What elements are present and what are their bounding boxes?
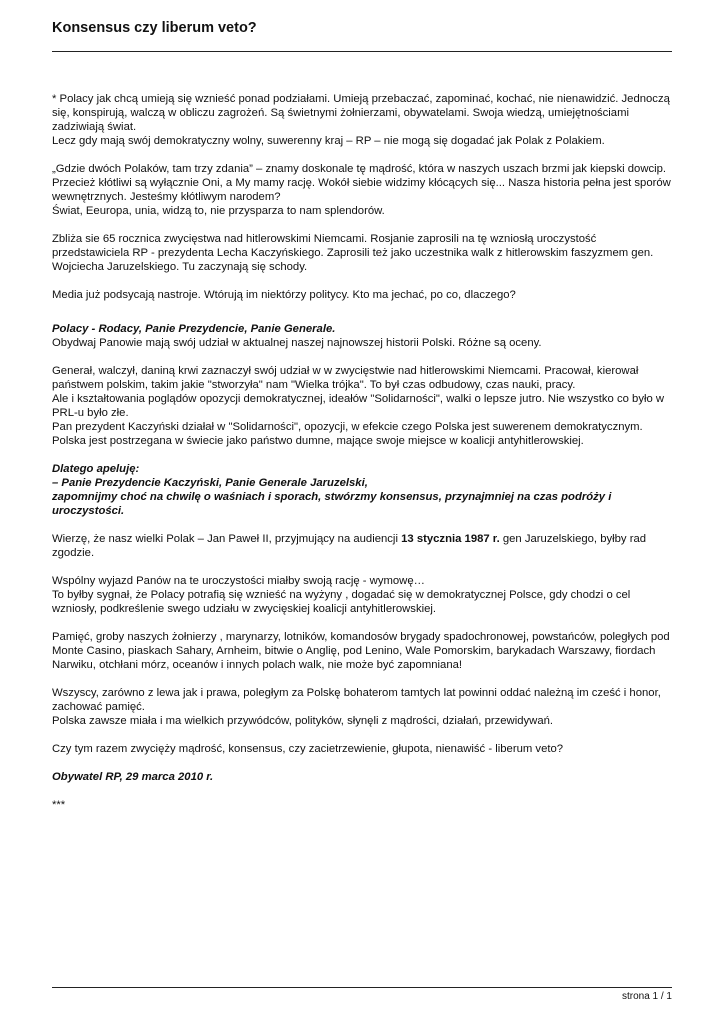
document-title: Konsensus czy liberum veto? bbox=[52, 20, 257, 36]
paragraph-question: Czy tym razem zwycięży mądrość, konsensus, czy zacietrzewienie, głupota, nienawiść - liberum veto? bbox=[52, 743, 564, 755]
history-line-2: Ale i kształtowania poglądów opozycji demokratycznej, ideałów "Solidarności", walki o lepsze jutro. Nie wszystko co było w PRL-u było złe. bbox=[52, 393, 665, 419]
joint-trip-line-1: Wspólny wyjazd Panów na te uroczystości miałby swoją rację - wymowę… bbox=[52, 575, 425, 587]
paragraph-history bbox=[52, 364, 672, 448]
footer-divider bbox=[52, 987, 672, 988]
honor-line-2: Polska zawsze miała i ma wielkich przywódców, polityków, słynęli z mądrości, działań, przewidywań. bbox=[52, 715, 554, 727]
appeal-line-3: zapomnijmy choć na chwilę o waśniach i sporach, stwórzmy konsensus, przynajmniej na czas podróży i uroczystości. bbox=[52, 491, 612, 517]
header-divider bbox=[52, 51, 672, 52]
pope-text-after: gen Jaruzelskiego, byłby rad zgodzie. bbox=[52, 533, 647, 559]
paragraph-memory: Pamięć, groby naszych żołnierzy , marynarzy, lotników, komandosów brygady spadochronowej, powstańców, poległych pod Monte Casino, piaskach Sahary, Arnheim, bitwie o Anglię, pod Lenino, Wale Pomorskim, barykadach Warszawy, fiordach Narwiku, otchłani mórz, oceanów i innych polach walk, nie może być zapomniana! bbox=[52, 631, 670, 671]
signature: Obywatel RP, 29 marca 2010 r. bbox=[52, 771, 214, 783]
intro-line-2: Lecz gdy mają swój demokratyczny wolny, suwerenny kraj – RP – nie mogą się dogadać jak Polak z Polakiem. bbox=[52, 135, 605, 147]
intro-line-1: * Polacy jak chcą umieją się wznieść ponad podziałami. Umieją przebaczać, zapominać, kochać, nie nienawidzić. Jednoczą się, konspirują, walczą w obliczu zagrożeń. Są świetnymi żołnierzami, obywatelami. Swoja wiedzą, umiejętnościami zadziwiają świat. bbox=[52, 93, 670, 133]
page-number: strona 1 / 1 bbox=[621, 991, 672, 1002]
paragraph-anniversary: Zbliża sie 65 rocznica zwycięstwa nad hitlerowskimi Niemcami. Rosjanie zaprosili na tę wzniosłą uroczystość przedstawiciela RP - prezydenta Lecha Kaczyńskiego. Zaprosili też jako uczestnika walk z hitlerowskim faszyzmem gen. Wojciecha Jaruzelskiego. Tu zaczynają się schody. bbox=[52, 233, 654, 273]
history-line-1: Generał, walczył, daniną krwi zaznaczył swój udział w w zwycięstwie nad hitlerowskimi Niemcami. Pracował, kierował państwem polskim, takim jakie "stworzyła" nam "Wielka trójka". To był czas odbudowy, czas nauki, pracy. bbox=[52, 365, 639, 391]
address-heading: Polacy - Rodacy, Panie Prezydencie, Panie Generale. bbox=[52, 323, 336, 335]
appeal-line-2: – Panie Prezydencie Kaczyński, Panie Generale Jaruzelski, bbox=[52, 477, 368, 489]
paragraph-appeal bbox=[52, 462, 672, 518]
paragraph-pope bbox=[52, 532, 672, 560]
address-line: Obydwaj Panowie mają swój udział w aktualnej naszej najnowszej historii Polski. Różne są oceny. bbox=[52, 337, 542, 349]
paragraph-address bbox=[52, 322, 672, 350]
paragraph-media: Media już podsycają nastroje. Wtórują im niektórzy politycy. Kto ma jechać, po co, dlaczego? bbox=[52, 289, 516, 301]
pope-text-before: Wierzę, że nasz wielki Polak – Jan Paweł II, przyjmujący na audiencji bbox=[52, 533, 402, 545]
paragraph-intro bbox=[52, 92, 672, 148]
joint-trip-line-2: To byłby sygnał, że Polacy potrafią się wznieść na wyżyny , dogadać się w demokratycznej Polsce, gdy chodzi o cel wzniosły, podkreślenie swego udziału w zwycięskiej koalicji antyhitlerowskiej. bbox=[52, 589, 631, 615]
honor-line-1: Wszyscy, zarówno z lewa jak i prawa, poległym za Polskę bohaterom tamtych lat powinni oddać należną im cześć i honor, zachować pamięć. bbox=[52, 687, 661, 713]
proverb-line-2: Świat, Eeuropa, unia, widzą to, nie przysparza to nam splendorów. bbox=[52, 205, 385, 217]
appeal-line-1: Dlatego apeluję: bbox=[52, 463, 140, 475]
proverb-line-1: „Gdzie dwóch Polaków, tam trzy zdania” – znamy doskonale tę mądrość, która w naszych uszach brzmi jak kiepski dowcip. Przecież kłótliwi są wyłącznie Oni, a My mamy rację. Wokół siebie widzimy kłócących się... Nasza historia pełna jest sporów wewnętrznych. Jesteśmy kłótliwym narodem? bbox=[52, 163, 671, 203]
pope-audience-date: 13 stycznia 1987 r. bbox=[401, 533, 500, 545]
end-mark: *** bbox=[52, 799, 66, 811]
paragraph-honor bbox=[52, 686, 672, 728]
article-body bbox=[52, 92, 672, 826]
paragraph-proverb bbox=[52, 162, 672, 218]
history-line-3: Pan prezydent Kaczyński działał w "Solidarności", opozycji, w efekcie czego Polska jest suwerenem demokratycznym. Polska jest postrzegana w świecie jako państwo dumne, mające swoje miejsce w koalicji antyhitlerowskiej. bbox=[52, 421, 643, 447]
paragraph-joint-trip bbox=[52, 574, 672, 616]
